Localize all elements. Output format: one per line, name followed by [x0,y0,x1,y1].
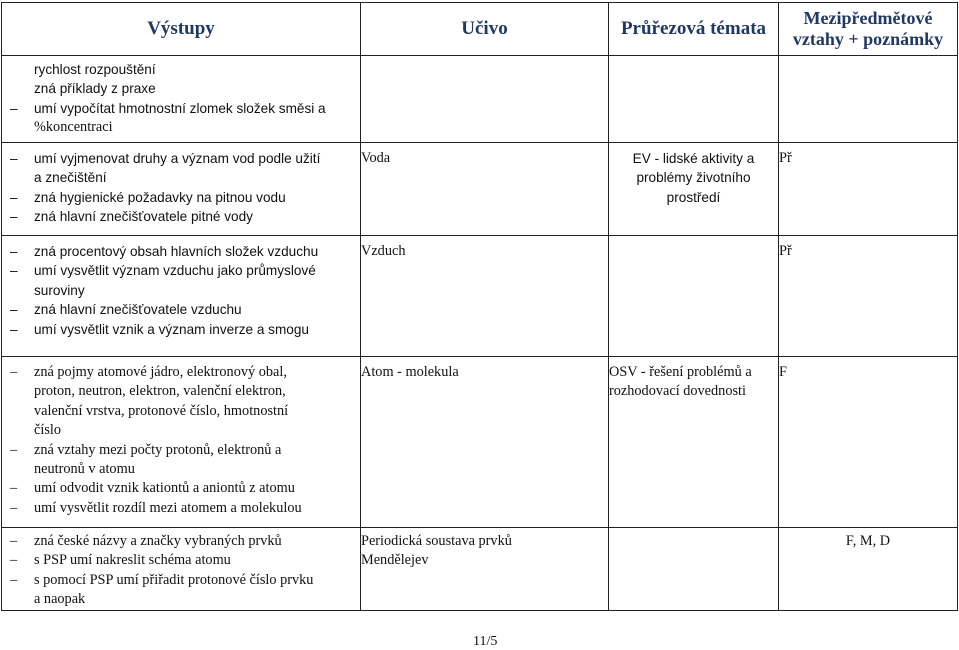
outcome-list [2,363,360,518]
cell-vystupy [2,357,361,528]
page-number: 11/5 [473,634,498,649]
cell-prurezova [609,236,779,357]
header-prurezova: Průřezová témata [609,3,779,56]
cell-ucivo: Periodická soustava prvků Mendělejev [361,528,609,611]
header-mezipredmetove [779,3,958,56]
outcome-item-continuation: a naopak [34,591,86,608]
cell-prurezova: OSV - řešení problémů a rozhodovací dovednosti [609,357,779,528]
outcome-list [2,149,360,227]
outcome-item-continuation: číslo [34,422,62,439]
outcome-item: – zná pojmy atomové jádro, elektronový obal, [2,363,360,382]
header-row [2,3,958,56]
outcome-item: – zná vztahy mezi počty protonů, elektronů a [2,441,360,460]
table-row [2,143,958,236]
header-mezi-line2: vztahy + poznámky [792,29,944,49]
outcome-item: – umí vysvětlit vznik a význam inverze a smogu [2,320,360,339]
cell-vystupy [2,528,361,611]
outcome-item-continuation: suroviny [34,282,85,298]
outcome-list [2,532,360,610]
cell-prurezova [609,528,779,611]
outcome-item: – umí vysvětlit rozdíl mezi atomem a molekulou [2,499,360,518]
outcome-item-continuation: %koncentraci [34,119,113,136]
outcome-list [2,60,360,138]
outcome-item: – zná hygienické požadavky na pitnou vodu [2,188,360,207]
cell-ucivo: Atom - molekula [361,357,609,528]
table-row [2,357,958,528]
outcome-item-continuation: zná příklady z praxe [34,81,156,97]
cell-prurezova [609,56,779,143]
cell-mezipredmetove [779,56,958,143]
cell-vystupy [2,236,361,357]
cell-mezipredmetove: F, M, D [779,528,958,611]
cell-ucivo [361,56,609,143]
outcome-item-continuation: rychlost rozpouštění [34,62,156,77]
outcome-item: – zná procentový obsah hlavních složek vzduchu [2,242,360,261]
cell-mezipredmetove: Př [779,236,958,357]
outcome-list [2,242,360,339]
cell-vystupy [2,56,361,143]
header-ucivo: Učivo [361,3,609,56]
cell-mezipredmetove: Př [779,143,958,236]
outcome-item: – umí vysvětlit význam vzduchu jako průmyslové [2,261,360,280]
cell-mezipredmetove: F [779,357,958,528]
outcome-item: – zná hlavní znečišťovatele pitné vody [2,207,360,226]
outcome-item: – umí vyjmenovat druhy a význam vod podle užití [2,149,360,168]
outcome-item: – zná hlavní znečišťovatele vzduchu [2,300,360,319]
outcome-item-continuation: valenční vrstva, protonové číslo, hmotnostní [34,402,289,419]
header-mezi-line1: Mezipředmětové [803,8,933,28]
table-row [2,56,958,143]
outcome-item: – umí odvodit vznik kationtů a aniontů z atomu [2,479,360,498]
table-row [2,528,958,611]
header-vystupy: Výstupy [2,3,361,56]
outcome-item: – s PSP umí nakreslit schéma atomu [2,551,360,570]
outcome-item: – zná české názvy a značky vybraných prvků [2,532,360,551]
outcome-item-continuation: neutronů v atomu [34,461,135,478]
outcome-item-continuation: a znečištění [34,170,107,186]
cell-vystupy [2,143,361,236]
curriculum-table [1,2,958,611]
table-row [2,236,958,357]
cell-ucivo: Vzduch [361,236,609,357]
outcome-item: – umí vypočítat hmotnostní zlomek složek směsi a [2,99,360,118]
cell-prurezova: EV - lidské aktivity a problémy životního prostředí [609,143,779,236]
outcome-item-continuation: proton, neutron, elektron, valenční elektron, [34,383,286,400]
outcome-item: – s pomocí PSP umí přiřadit protonové číslo prvku [2,571,360,590]
cell-ucivo: Voda [361,143,609,236]
